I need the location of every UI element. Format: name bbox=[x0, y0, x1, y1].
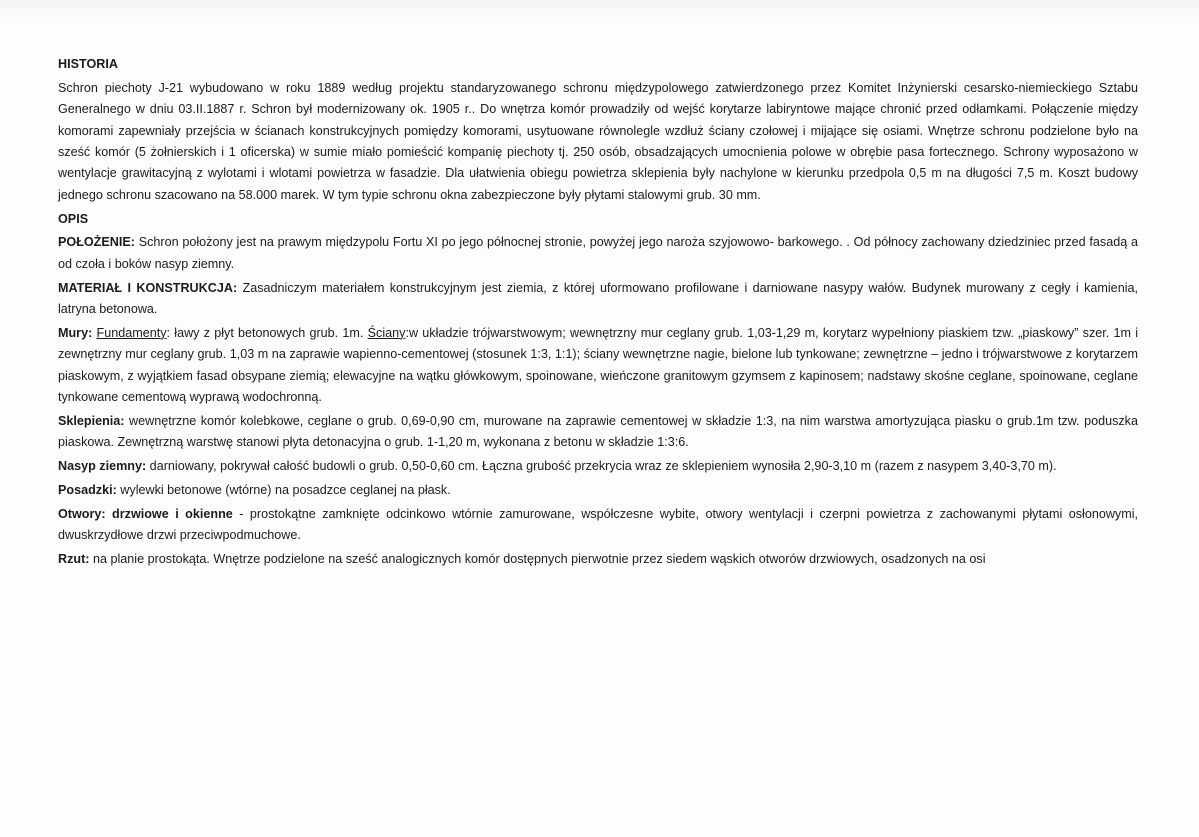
nasyp-text: darniowany, pokrywał całość budowli o grub. 0,50-0,60 cm. Łączna grubość przekrycia wraz ze sklepieniem wynosiła 2,90-3,10 m (razem z nasypem 3,40-3,70 m). bbox=[146, 459, 1057, 474]
opis-heading: OPIS bbox=[58, 211, 89, 226]
rzut-label: Rzut: bbox=[58, 551, 90, 566]
mury-label: Mury: bbox=[58, 325, 93, 340]
otwory-paragraph bbox=[58, 504, 1138, 547]
rzut-paragraph bbox=[58, 549, 1138, 570]
historia-heading: HISTORIA bbox=[58, 57, 118, 71]
sciany-text: :w układzie trójwarstwowym; wewnętrzny mur ceglany grub. 1,03-1,29 m, korytarz wypełniony piaskiem tzw. „piaskowy” szer. 1m i zewnętrzny mur ceglany grub. 1,03 m na zaprawie wapienno-cementowej (stosunek 1:3, 1:1); ściany wewnętrzne nagie, bielone lub tynkowane; zewnętrzne – jedno i trójwarstwowe z korytarzem piaskowym, z wyjątkiem fasad obsypane ziemią; elewacyjne na wątku główkowym, spoinowane, wieńczone granitowym gzymsem z kapinosem; nadstawy skośne ceglane, spoinowane, ceglane tynkowane cementową wyprawą wodochronną. bbox=[58, 325, 1138, 405]
material-text: Zasadniczym materiałem konstrukcyjnym jest ziemia, z której uformowano profilowane i darniowane nasypy wałów. Budynek murowany z cegły i kamienia, latryna betonowa. bbox=[58, 280, 1138, 317]
scan-top-edge bbox=[0, 0, 1199, 22]
nasyp-label: Nasyp ziemny: bbox=[58, 459, 147, 474]
sciany-label: Ściany bbox=[367, 325, 406, 340]
otwory-label: Otwory: drzwiowe i okienne bbox=[58, 506, 233, 521]
material-paragraph bbox=[58, 278, 1138, 321]
document-content bbox=[58, 54, 1138, 573]
sklepienia-paragraph bbox=[58, 411, 1138, 454]
fundamenty-text: : ławy z płyt betonowych grub. 1m. bbox=[166, 325, 368, 340]
material-label: MATERIAŁ I KONSTRUKCJA: bbox=[58, 280, 238, 295]
historia-paragraph: Schron piechoty J-21 wybudowano w roku 1889 według projektu standaryzowanego schronu międzypolowego zatwierdzonego przez Komitet Inżynierski cesarsko-niemieckiego Sztabu Generalnego w dniu 03.II.1887 r. Schron był modernizowany ok. 1905 r.. Do wnętrza komór prowadziły od wejść korytarze labiryntowe mające chronić przed odłamkami. Połączenie między komorami zapewniały przejścia w ścianach konstrukcyjnych pomiędzy komorami, usytuowane równolegle wzdłuż ściany czołowej i mijające się osiami. Wnętrze schronu podzielone było na sześć komór (5 żołnierskich i 1 oficerska) w sumie miało pomieścić kompanię piechoty tj. 250 osób, obsadzających umocnienia polowe w obrębie pasa fortecznego. Schrony wyposażono w wentylacje grawitacyjną z wylotami i wlotami powietrza w fasadzie. Dla ułatwienia obiegu powietrza sklepienia były nachylone w kierunku przedpola 0,5 m na długości 7,5 m. Koszt budowy jednego schronu szacowano na 58.000 marek. W tym typie schronu okna zabezpieczone były płytami stalowymi grub. 30 mm. bbox=[58, 80, 1138, 202]
posadzki-text: wylewki betonowe (wtórne) na posadzce ceglanej na płask. bbox=[116, 482, 451, 497]
nasyp-paragraph bbox=[58, 456, 1138, 477]
mury-paragraph bbox=[58, 323, 1138, 409]
otwory-text: - prostokątne zamknięte odcinkowo wtórnie zamurowane, współczesne wybite, otwory wentylacji i czerpni powietrza z zachowanymi płytami osłonowymi, dwuskrzydłowe drzwi przeciwpodmuchowe. bbox=[58, 506, 1139, 543]
posadzki-paragraph bbox=[58, 480, 1138, 501]
polozenie-label: POŁOŻENIE: bbox=[58, 235, 135, 250]
fundamenty-label: Fundamenty bbox=[96, 325, 167, 340]
rzut-text: na planie prostokąta. Wnętrze podzielone na sześć analogicznych komór dostępnych pierwotnie przez siedem wąskich otworów drzwiowych, osadzonych na osi bbox=[89, 551, 986, 566]
sklepienia-label: Sklepienia: bbox=[58, 413, 125, 428]
posadzki-label: Posadzki: bbox=[58, 482, 117, 497]
polozenie-text: Schron położony jest na prawym międzypolu Fortu XI po jego północnej stronie, powyżej jego naroża szyjowowo- barkowego. . Od północy zachowany dziedziniec przed fasadą a od czoła i boków nasyp ziemny. bbox=[58, 235, 1138, 271]
sklepienia-text: wewnętrzne komór kolebkowe, ceglane o grub. 0,69-0,90 cm, murowane na zaprawie cementowej w składzie 1:3, na nim warstwa amortyzująca piasku o grub.1m tzw. poduszka piaskowa. Zewnętrzną warstwę stanowi płyta detonacyjna o grub. 1-1,20 m, wykonana z betonu w składzie 1:3:6. bbox=[58, 413, 1138, 450]
polozenie-paragraph bbox=[58, 232, 1138, 275]
